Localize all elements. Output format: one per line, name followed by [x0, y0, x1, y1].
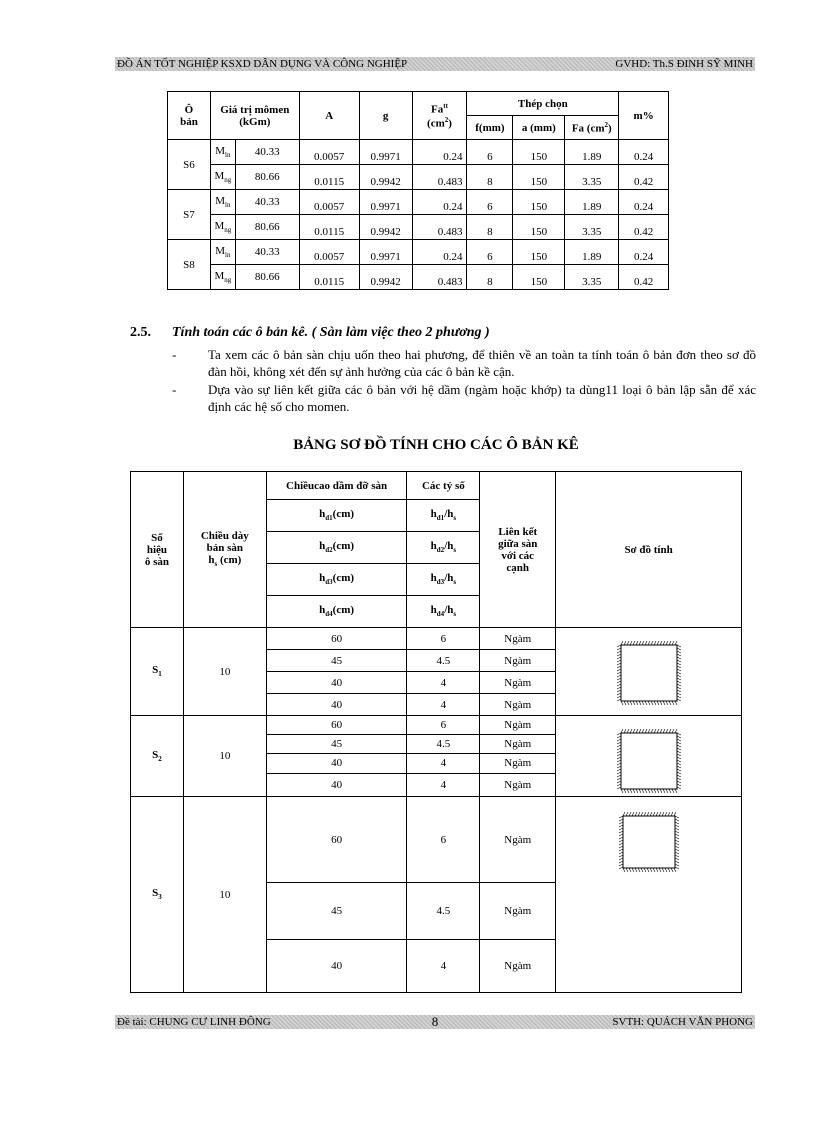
- f-value: 8: [467, 165, 513, 190]
- panel-id-cell: $S_3$: [131, 797, 184, 993]
- beam-h-label: $h_{d4}(cm)$: [266, 596, 407, 628]
- col-panel-id-header: Số hiệu ô sàn: [131, 472, 184, 628]
- table-row: [131, 797, 742, 883]
- m-value: 0.42: [619, 265, 669, 290]
- ratio-value: 4: [407, 940, 480, 993]
- Fa-value: 3.35: [565, 165, 619, 190]
- fatt-value: 0.24: [412, 240, 467, 265]
- beam-height-value: 45: [266, 735, 407, 754]
- beam-h-label: $h_{d2}(cm)$: [266, 532, 407, 564]
- ratio-value: 4.5: [407, 650, 480, 672]
- g-value: 0.9971: [359, 140, 412, 165]
- ratio-label: $h_{d3}/h_s$: [407, 564, 480, 596]
- col-A-header: A: [299, 92, 359, 140]
- m-value: 0.24: [619, 190, 669, 215]
- ratio-label: $h_{d4}/h_s$: [407, 596, 480, 628]
- g-value: 0.9942: [359, 265, 412, 290]
- panel-id-cell: $S_2$: [131, 716, 184, 797]
- fatt-value: 0.24: [412, 190, 467, 215]
- moment-value: 80.66: [235, 215, 299, 240]
- Fa-value: 3.35: [565, 265, 619, 290]
- fatt-value: 0.483: [412, 165, 467, 190]
- A-value: 0.0115: [299, 165, 359, 190]
- page-header: [115, 57, 755, 71]
- Fa-value: 3.35: [565, 215, 619, 240]
- link-type: Ngàm: [480, 797, 556, 883]
- col-g-header: g: [359, 92, 412, 140]
- f-value: 8: [467, 265, 513, 290]
- moment-value: 80.66: [235, 265, 299, 290]
- bullet-paragraph: - Ta xem các ô bản sàn chịu uốn theo hai phương, để thiên về an toàn ta tính toán ô bản đơn theo sơ đồ đàn hồi, không xét đến sự ảnh hưởng của các ô bản kề cận.: [172, 347, 756, 379]
- m-value: 0.24: [619, 240, 669, 265]
- col-m-header: m%: [619, 92, 669, 140]
- beam-height-value: 40: [266, 940, 407, 993]
- link-type: Ngàm: [480, 883, 556, 940]
- footer-right: SVTH: QUÁCH VĂN PHONG: [612, 1016, 753, 1028]
- ratio-label: $h_{d2}/h_s$: [407, 532, 480, 564]
- thickness-cell: 10: [183, 716, 266, 797]
- panel-id-cell: $S_1$: [131, 628, 184, 716]
- f-value: 8: [467, 215, 513, 240]
- link-type: Ngàm: [480, 672, 556, 694]
- moment-symbol: $M_{ln}$: [210, 140, 235, 165]
- col-steel-header: Thép chọn: [467, 92, 619, 116]
- f-value: 6: [467, 140, 513, 165]
- fixed-support-diagram: [589, 807, 709, 877]
- footer-left: Đề tài: CHUNG CƯ LINH ĐÔNG: [117, 1016, 271, 1028]
- ratio-value: 4: [407, 672, 480, 694]
- page-footer: [115, 1015, 755, 1029]
- col-Fa-header: Fa $(cm^2)$: [565, 116, 619, 140]
- table-row: [168, 240, 709, 265]
- m-value: 0.42: [619, 165, 669, 190]
- m-value: 0.42: [619, 215, 669, 240]
- f-value: 6: [467, 240, 513, 265]
- link-type: Ngàm: [480, 773, 556, 796]
- ratio-value: 4: [407, 754, 480, 773]
- Fa-value: 1.89: [565, 240, 619, 265]
- a-value: 150: [513, 140, 565, 165]
- g-value: 0.9971: [359, 190, 412, 215]
- col-moment-header: Giá trị mômen (kGm): [210, 92, 299, 140]
- table-row: [168, 265, 709, 290]
- g-value: 0.9971: [359, 240, 412, 265]
- fixed-support-diagram: [589, 726, 709, 796]
- panel-cell: S8: [168, 240, 211, 290]
- moment-symbol: $M_{ln}$: [210, 190, 235, 215]
- table-row: [168, 215, 709, 240]
- moment-symbol: $M_{ng}$: [210, 165, 235, 190]
- col-a-header: a (mm): [513, 116, 565, 140]
- A-value: 0.0115: [299, 215, 359, 240]
- diagram-cell: [556, 716, 742, 797]
- f-value: 6: [467, 190, 513, 215]
- bullet-paragraph: - Dựa vào sự liên kết giữa các ô bản với hệ dầm (ngàm hoặc khớp) ta dùng11 loại ô bản lập sẵn để xác định các hệ số cho momen.: [172, 382, 756, 414]
- ratio-value: 6: [407, 628, 480, 650]
- A-value: 0.0057: [299, 240, 359, 265]
- beam-height-value: 60: [266, 628, 407, 650]
- a-value: 150: [513, 165, 565, 190]
- col-panel-header: Ô bản: [168, 92, 211, 140]
- beam-height-value: 40: [266, 773, 407, 796]
- diagram-cell: [556, 628, 742, 716]
- table-row: [168, 165, 709, 190]
- ratio-value: 4.5: [407, 883, 480, 940]
- section-heading: 2.5. Tính toán các ô bản kê. ( Sàn làm việc theo 2 phương ): [130, 325, 490, 340]
- ratio-value: 4: [407, 694, 480, 716]
- moment-symbol: $M_{ng}$: [210, 215, 235, 240]
- beam-h-label: $h_{d1}(cm)$: [266, 500, 407, 532]
- beam-height-value: 60: [266, 797, 407, 883]
- header-left: ĐỒ ÁN TỐT NGHIỆP KSXD DÂN DỤNG VÀ CÔNG NGHIỆP: [117, 58, 408, 70]
- fixed-support-diagram: [589, 638, 709, 708]
- a-value: 150: [513, 265, 565, 290]
- beam-height-value: 40: [266, 694, 407, 716]
- panel-cell: S7: [168, 190, 211, 240]
- col-fatt-header: $Fa^{tt}$ $(cm^2)$: [412, 92, 467, 140]
- moment-value: 40.33: [235, 190, 299, 215]
- col-f-header: f(mm): [467, 116, 513, 140]
- a-value: 150: [513, 190, 565, 215]
- m-value: 0.24: [619, 140, 669, 165]
- moment-reinforcement-table: [167, 91, 709, 290]
- g-value: 0.9942: [359, 215, 412, 240]
- moment-value: 80.66: [235, 165, 299, 190]
- Fa-value: 1.89: [565, 140, 619, 165]
- beam-height-value: 45: [266, 650, 407, 672]
- A-value: 0.0115: [299, 265, 359, 290]
- col-link-header: Liên kết giữa sàn với các cạnh: [480, 472, 556, 628]
- link-type: Ngàm: [480, 716, 556, 735]
- ratio-label: $h_{d1}/h_s$: [407, 500, 480, 532]
- moment-symbol: $M_{ln}$: [210, 240, 235, 265]
- link-type: Ngàm: [480, 940, 556, 993]
- fatt-value: 0.483: [412, 265, 467, 290]
- a-value: 150: [513, 215, 565, 240]
- table-row: [168, 140, 709, 165]
- panel-cell: S6: [168, 140, 211, 190]
- col-diagram-header: Sơ đồ tính: [556, 472, 742, 628]
- thickness-cell: 10: [183, 628, 266, 716]
- beam-height-value: 60: [266, 716, 407, 735]
- beam-height-value: 45: [266, 883, 407, 940]
- slab-scheme-table: [130, 471, 742, 993]
- ratio-value: 4.5: [407, 735, 480, 754]
- diagram-cell: [556, 797, 742, 993]
- thickness-cell: 10: [183, 797, 266, 993]
- beam-h-label: $h_{d3}(cm)$: [266, 564, 407, 596]
- g-value: 0.9942: [359, 165, 412, 190]
- ratio-value: 4: [407, 773, 480, 796]
- beam-height-value: 40: [266, 672, 407, 694]
- link-type: Ngàm: [480, 694, 556, 716]
- A-value: 0.0057: [299, 140, 359, 165]
- moment-symbol: $M_{ng}$: [210, 265, 235, 290]
- A-value: 0.0057: [299, 190, 359, 215]
- link-type: Ngàm: [480, 735, 556, 754]
- link-type: Ngàm: [480, 650, 556, 672]
- table-row: [168, 190, 709, 215]
- link-type: Ngàm: [480, 628, 556, 650]
- col-thickness-header: Chiều dày bản sàn $h_s$ (cm): [183, 472, 266, 628]
- table-row: [131, 628, 742, 650]
- col-beam-height-header: Chiềucao dầm đỡ sàn: [266, 472, 407, 500]
- a-value: 150: [513, 240, 565, 265]
- moment-value: 40.33: [235, 140, 299, 165]
- fatt-value: 0.24: [412, 140, 467, 165]
- link-type: Ngàm: [480, 754, 556, 773]
- beam-height-value: 40: [266, 754, 407, 773]
- fatt-value: 0.483: [412, 215, 467, 240]
- table-row: [131, 716, 742, 735]
- page-number: 8: [431, 1014, 439, 1029]
- ratio-value: 6: [407, 797, 480, 883]
- table-caption: BẢNG SƠ ĐỒ TÍNH CHO CÁC Ô BẢN KÊ: [293, 437, 579, 453]
- header-right: GVHD: Th.S ĐINH SỸ MINH: [615, 58, 753, 70]
- Fa-value: 1.89: [565, 190, 619, 215]
- col-ratio-header: Các tỷ số: [407, 472, 480, 500]
- moment-value: 40.33: [235, 240, 299, 265]
- ratio-value: 6: [407, 716, 480, 735]
